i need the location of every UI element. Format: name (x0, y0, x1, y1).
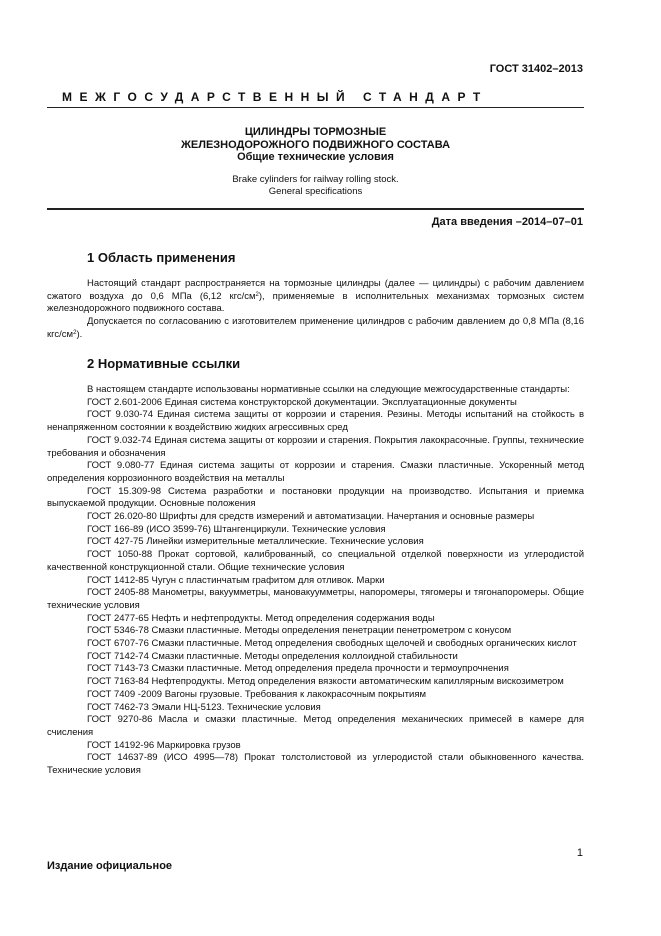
reference-item: ГОСТ 5346-78 Смазки пластичные. Методы определения пенетрации пенетрометром с конусом (87, 625, 512, 637)
interstate-standard-label: МЕЖГОСУДАРСТВЕННЫЙ СТАНДАРТ (62, 90, 488, 104)
section-2-body (47, 384, 584, 778)
section-1-paragraph-1: Настоящий стандарт распространяется на тормозные цилиндры (далее — цилиндры) с рабочим давлением сжатого воздуха до 0,6 МПа (6,12 кгс/$см^2$), применяемые в исполнительных механизмах тормозных систем железнодорожного подвижного состава. (47, 278, 584, 315)
reference-item: ГОСТ 166-89 (ИСО 3599-76) Штангенциркули. Технические условия (87, 523, 386, 535)
reference-item: ГОСТ 26.020-80 Шрифты для средств измерений и автоматизации. Начертания и основные размеры (87, 511, 535, 523)
title-block (47, 126, 584, 164)
header-divider (47, 107, 584, 108)
introduction-date: Дата введения –2014–07–01 (431, 216, 583, 228)
document-number: ГОСТ 31402–2013 (489, 63, 583, 75)
page-number: 1 (576, 847, 583, 859)
section-1-heading: 1 Область применения (87, 250, 236, 265)
title-divider (47, 208, 584, 210)
reference-item: ГОСТ 9270-86 Масла и смазки пластичные. Метод определения механических примесей в камере для счисления (47, 714, 584, 738)
reference-item: ГОСТ 14637-89 (ИСО 4995—78) Прокат толстолистовой из углеродистой стали обыкновенного качества. Технические условия (47, 752, 584, 777)
section-1-paragraph-2: Допускается по согласованию с изготовителем применение цилиндров с рабочим давлением до 0,8 МПа (8,16 кгс/$см^2$). (47, 316, 584, 340)
reference-item: ГОСТ 2.601-2006 Единая система конструкторской документации. Эксплуатационные документы (87, 396, 517, 408)
english-title-line-1: Brake cylinders for railway rolling stock. (232, 174, 399, 185)
reference-item: ГОСТ 1050-88 Прокат сортовой, калиброванный, со специальной отделкой поверхности из углеродистой качественной конструкционной стали. Общие технические условия (47, 549, 584, 573)
reference-item: ГОСТ 7409 -2009 Вагоны грузовые. Требования к лакокрасочным покрытиям (87, 688, 426, 700)
reference-item: ГОСТ 15.309-98 Система разработки и постановки продукции на производство. Испытания и приемка выпускаемой продукции. Основные положения (47, 485, 584, 510)
official-edition-label: Издание официальное (47, 860, 173, 872)
title-line-3: Общие технические условия (237, 151, 394, 163)
reference-item: ГОСТ 7143-73 Смазки пластичные. Метод определения предела прочности и термоупрочнения (87, 663, 509, 675)
reference-item: ГОСТ 2405-88 Манометры, вакуумметры, мановакуумметры, напоромеры, тягомеры и тягонапоромеры. Общие технические условия (47, 587, 584, 611)
title-line-1: ЦИЛИНДРЫ ТОРМОЗНЫЕ (244, 126, 387, 138)
reference-item: ГОСТ 2477-65 Нефть и нефтепродукты. Метод определения содержания воды (87, 612, 435, 624)
reference-item: ГОСТ 7163-84 Нефтепродукты. Метод определения вязкости автоматическим капиллярным вискозиметром (87, 676, 564, 688)
reference-item: ГОСТ 1412-85 Чугун с пластинчатым графитом для отливок. Марки (87, 574, 385, 586)
reference-item: ГОСТ 7462-73 Эмали НЦ-5123. Технические условия (87, 701, 321, 713)
section-1-body (47, 278, 584, 342)
english-title-block (47, 174, 584, 197)
reference-item: ГОСТ 6707-76 Смазки пластичные. Метод определения свободных щелочей и свободных органических кислот (87, 638, 577, 650)
section-2-heading: 2 Нормативные ссылки (87, 356, 241, 371)
reference-item: ГОСТ 9.032-74 Единая система защиты от коррозии и старения. Покрытия лакокрасочные. Группы, технические требования и обозначения (47, 434, 584, 459)
reference-item: ГОСТ 9.080-77 Единая система защиты от коррозии и старения. Смазки пластичные. Ускоренный метод определения коррозионного воздействия на металлы (47, 460, 584, 484)
english-title-line-2: General specifications (268, 185, 363, 197)
reference-item: ГОСТ 7142-74 Смазки пластичные. Методы определения коллоидной стабильности (87, 650, 458, 662)
reference-item: ГОСТ 14192-96 Маркировка грузов (87, 739, 241, 751)
section-2-intro: В настоящем стандарте использованы нормативные ссылки на следующие межгосударственные стандарты: (87, 384, 570, 395)
reference-item: ГОСТ 9.030-74 Единая система защиты от коррозии и старения. Резины. Методы испытаний на стойкость в ненапряженном состоянии к воздействию жидких агрессивных сред (47, 409, 584, 434)
title-line-2: ЖЕЛЕЗНОДОРОЖНОГО ПОДВИЖНОГО СОСТАВА (180, 138, 451, 151)
reference-item: ГОСТ 427-75 Линейки измерительные металлические. Технические условия (87, 536, 424, 548)
